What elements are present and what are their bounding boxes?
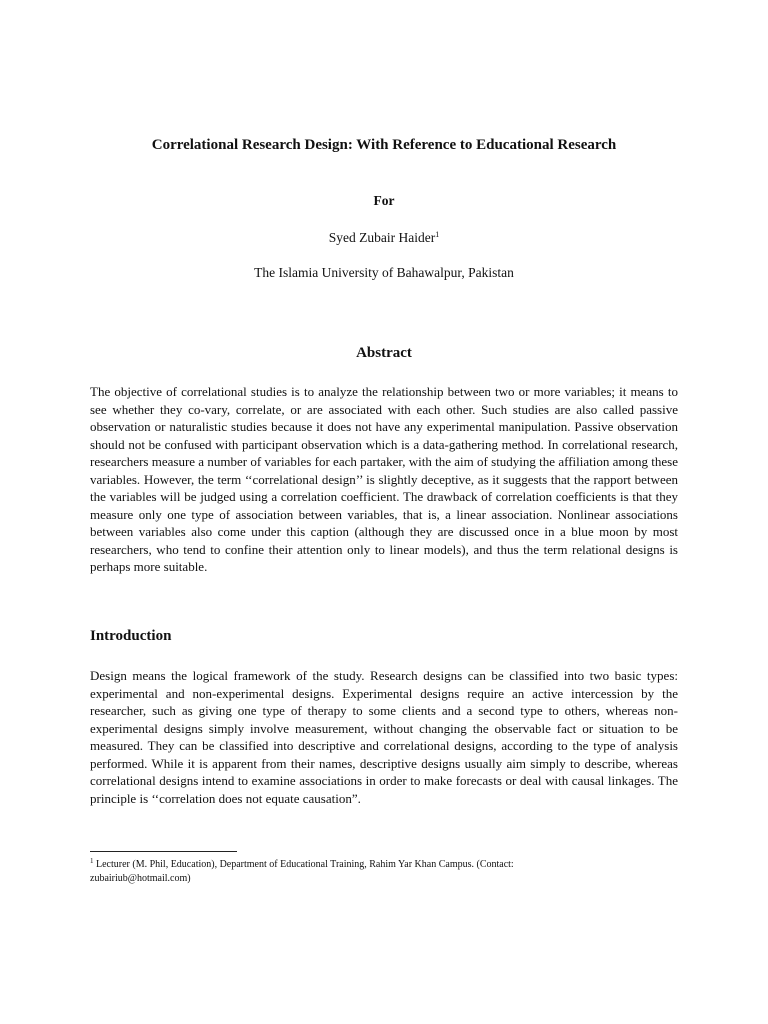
abstract-text: The objective of correlational studies is to analyze the relationship between two or more variables; it means to see whether they co-vary, correlate, or are associated with each other. Such studies are also called passive observation or naturalistic studies because it does not have any experimental manipulation. Passive observation should not be confused with participant observation which is a data-gathering method. In correlational research, researchers measure a number of variables for each partaker, with the aim of studying the affiliation among these variables. However, the term ‘‘correlational design’’ is slightly deceptive, as it suggests that the rapport between the variables will be judged using a correlation coefficient. The drawback of correlation coefficients is that they measure only one type of association between variables, that is, a linear association. Nonlinear associations between variables also come under this caption (although they are discussed once in a blue moon by most researchers, who tend to confine their attention only to linear models), and thus the term relational designs is perhaps more suitable. xyxy=(90,384,678,574)
paper-title: Correlational Research Design: With Reference to Educational Research xyxy=(151,137,617,153)
author-footnote-mark: 1 xyxy=(435,230,440,239)
footnote-mark: 1 xyxy=(90,857,94,865)
introduction-text: Design means the logical framework of the study. Research designs can be classified into two basic types: experimental and non-experimental designs. Experimental designs require an active intercession by the researcher, such as giving one type of therapy to some clients and a second type to others, whereas non-experimental designs simply involve measurement, without changing the observable fact or situation to be measured. They can be classified into descriptive and correlational designs, according to the type of analysis performed. While it is apparent from their names, descriptive designs usually aim simply to describe, whereas correlational designs intend to examine associations in order to make forecasts or deal with causal linkages. The principle is ‘‘correlation does not equate causation”. xyxy=(90,668,678,806)
author-line xyxy=(0,230,768,246)
footnote xyxy=(90,858,610,886)
for-label: For xyxy=(373,193,395,208)
author-name: Syed Zubair Haider xyxy=(328,230,436,245)
footnote-divider xyxy=(90,851,237,852)
introduction-heading: Introduction xyxy=(90,628,172,644)
footnote-text: Lecturer (M. Phil, Education), Department of Educational Training, Rahim Yar Khan Campus. (Contact: zubairiub@hotmail.com) xyxy=(90,859,514,884)
abstract-heading: Abstract xyxy=(356,345,412,361)
affiliation: The Islamia University of Bahawalpur, Pakistan xyxy=(254,265,514,280)
